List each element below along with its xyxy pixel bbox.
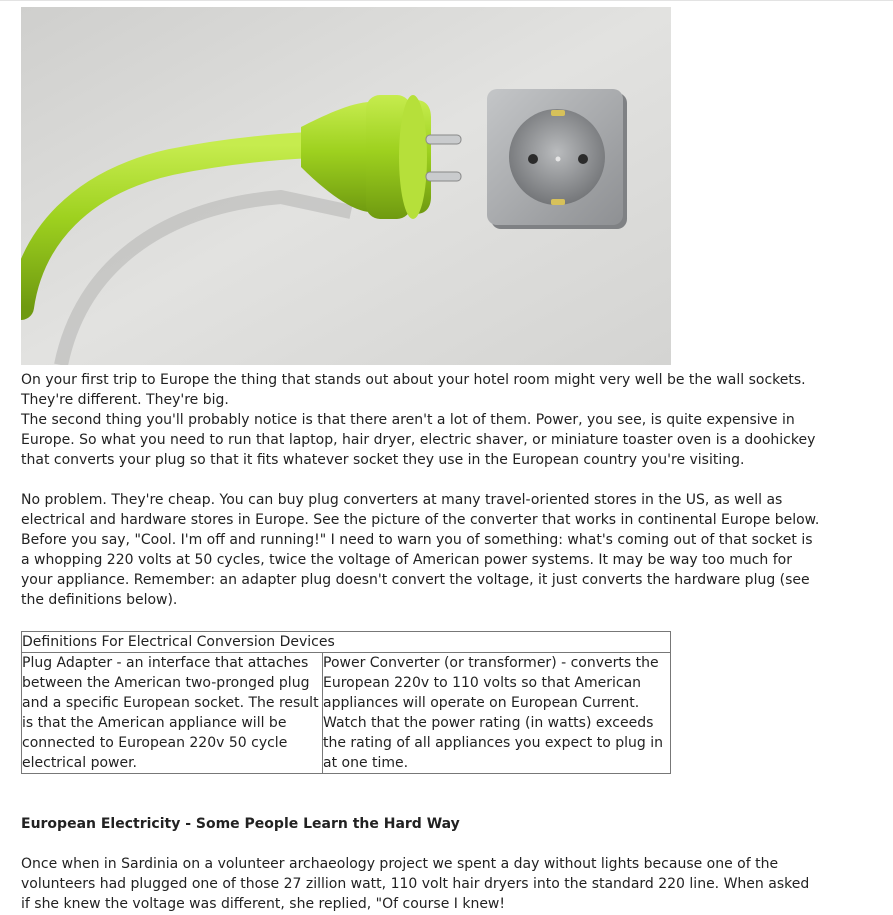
section-heading: European Electricity - Some People Learn the Hard Way bbox=[21, 816, 460, 832]
voltage-warning-paragraph: Before you say, "Cool. I'm off and running!" I need to warn you of something: what's coming out of that socket is a whopping 220 volts at 50 cycles, twice the voltage of American power systems. It may be way too much for your appliance. Remember: an adapter plug doesn't convert the voltage, it just converts the hardware plug (see the definitions below). bbox=[21, 532, 813, 608]
power-converter-text: Power Converter (or transformer) - converts the European 220v to 110 volts so that American appliances will operate on European Current. bbox=[323, 655, 659, 711]
paragraph-spacer bbox=[21, 470, 821, 490]
plug-adapter-definition: Plug Adapter - an interface that attaches between the American two-pronged plug and a specific European socket. The result is that the American appliance will be connected to European 220v 50 cycle electrical power. bbox=[22, 653, 323, 774]
definitions-table bbox=[21, 631, 671, 774]
sardinia-story-paragraph: Once when in Sardinia on a volunteer archaeology project we spent a day without lights because one of the volunteers had plugged one of those 27 zillion watt, 110 volt hair dryers into the standard 220 line. When asked if she knew the voltage was different, she replied, "Of course I knew! bbox=[21, 856, 810, 912]
power-rating-note: Watch that the power rating (in watts) exceeds the rating of all appliances you expect to plug in at one time. bbox=[323, 715, 663, 771]
article-body bbox=[21, 7, 821, 914]
intro-line-1: On your first trip to Europe the thing that stands out about your hotel room might very well be the wall sockets. bbox=[21, 372, 806, 388]
power-converter-definition bbox=[323, 653, 671, 774]
definitions-table-header: Definitions For Electrical Conversion Devices bbox=[22, 632, 671, 653]
top-divider bbox=[0, 0, 893, 1]
power-expense-paragraph: The second thing you'll probably notice is that there aren't a lot of them. Power, you see, is quite expensive in Europe. So what you need to run that laptop, hair dryer, electric shaver, or miniature toaster oven is a doohickey that converts your plug so that it fits whatever socket they use in the European country you're visiting. bbox=[21, 412, 816, 468]
plug-converter-paragraph: No problem. They're cheap. You can buy plug converters at many travel-oriented stores in the US, as well as electrical and hardware stores in Europe. See the picture of the converter that works in continental Europe below. bbox=[21, 492, 820, 528]
plug-and-socket-image bbox=[21, 7, 671, 365]
intro-line-2: They're different. They're big. bbox=[21, 392, 229, 408]
